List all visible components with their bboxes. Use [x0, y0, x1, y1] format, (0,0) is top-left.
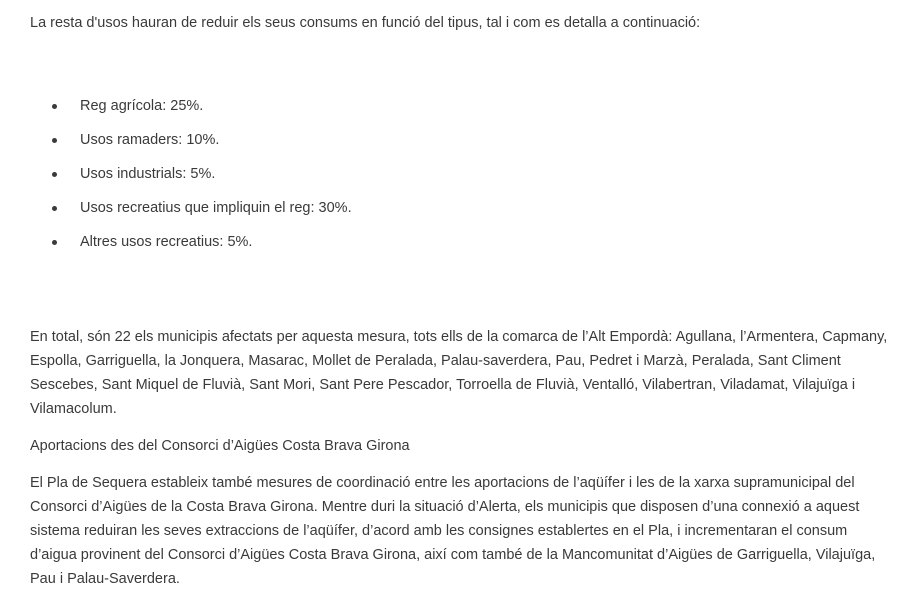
list-item — [30, 230, 352, 264]
list-item — [30, 128, 352, 162]
list-item-text: Altres usos recreatius: 5%. — [80, 234, 253, 250]
drought-plan-paragraph: El Pla de Sequera estableix també mesures de coordinació entre les aportacions de l’aqüífer i les de la xarxa supramunicipal del Consorci d’Aigües de la Costa Brava Girona. Mentre duri la situació d’Alerta, els municipis que disposen d’una connexió a aquest sistema reduiran les seves extraccions de l’aqüífer, d’acord amb les consignes establertes en el Pla, i incrementaran el consum d’aigua provinent del Consorci d’Aigües Costa Brava Girona, així com també de la Mancomunitat d’Aigües de Garriguella, Vilajuïga, Pau i Palau-Saverdera. — [30, 475, 876, 587]
municipalities-paragraph: En total, són 22 els municipis afectats per aquesta mesura, tots ells de la comarca de l’Alt Empordà: Agullana, l’Armentera, Capmany, Espolla, Garriguella, la Jonquera, Masarac, Mollet de Peralada, Palau-saverdera, Pau, Pedret i Marzà, Peralada, Sant Climent Sescebes, Sant Miquel de Fluvià, Sant Mori, Sant Pere Pescador, Torroella de Fluvià, Ventalló, Vilabertran, Viladamat, Vilajuïga i Vilamacolum. — [30, 329, 888, 417]
list-item — [30, 94, 352, 128]
list-item-text: Usos industrials: 5%. — [80, 166, 216, 182]
bullet-icon — [52, 240, 57, 245]
bullet-icon — [52, 172, 57, 177]
bullet-icon — [52, 138, 57, 143]
list-item-text: Reg agrícola: 25%. — [80, 98, 204, 114]
list-item-text: Usos ramaders: 10%. — [80, 132, 220, 148]
list-item — [30, 196, 352, 230]
list-item — [30, 162, 352, 196]
bullet-icon — [52, 206, 57, 211]
usage-reduction-list — [30, 94, 352, 264]
bullet-icon — [52, 104, 57, 109]
intro-paragraph: La resta d'usos hauran de reduir els seus consums en funció del tipus, tal i com es detalla a continuació: — [30, 15, 701, 31]
section-heading: Aportacions des del Consorci d’Aigües Costa Brava Girona — [30, 438, 410, 454]
list-item-text: Usos recreatius que impliquin el reg: 30%. — [80, 200, 352, 216]
